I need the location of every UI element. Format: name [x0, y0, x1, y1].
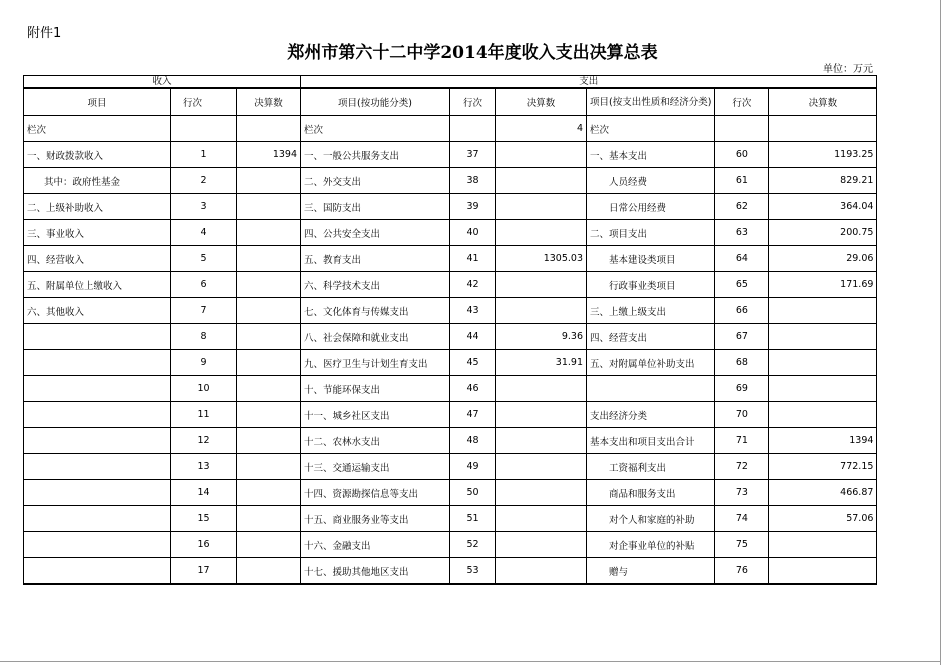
section-header-row — [24, 76, 877, 89]
econ-item-cell: 人员经费 — [587, 168, 715, 194]
income-item-cell — [24, 428, 171, 454]
income-item-cell — [24, 402, 171, 428]
unit-label: 单位：万元 — [823, 64, 873, 75]
income-item-cell — [24, 532, 171, 558]
econ-item-cell: 商品和服务支出 — [587, 480, 715, 506]
col-header-item-econ: 项目(按支出性质和经济分类) — [587, 88, 715, 116]
econ-item-cell: 栏次 — [587, 116, 715, 142]
col-header-row-no-3: 行次 — [715, 88, 769, 116]
econ-row-no-cell: 66 — [715, 298, 769, 324]
econ-amount-cell — [769, 350, 877, 376]
econ-amount-cell: 1193.25 — [769, 142, 877, 168]
income-amount-cell — [237, 246, 301, 272]
income-amount-cell — [237, 194, 301, 220]
income-amount-cell — [237, 116, 301, 142]
func-row-no-cell: 53 — [450, 558, 496, 585]
func-item-cell: 十一、城乡社区支出 — [301, 402, 450, 428]
econ-row-no-cell: 76 — [715, 558, 769, 585]
func-item-cell: 四、公共安全支出 — [301, 220, 450, 246]
func-amount-cell — [496, 402, 587, 428]
income-amount-cell — [237, 428, 301, 454]
func-amount-cell — [496, 454, 587, 480]
income-amount-cell — [237, 506, 301, 532]
econ-row-no-cell — [715, 116, 769, 142]
column-header-row — [24, 88, 877, 116]
func-row-no-cell — [450, 116, 496, 142]
income-item-cell: 三、事业收入 — [24, 220, 171, 246]
col-header-item-func: 项目(按功能分类) — [301, 88, 450, 116]
econ-item-cell: 五、对附属单位补助支出 — [587, 350, 715, 376]
income-item-cell — [24, 558, 171, 585]
income-row-no-cell: 7 — [171, 298, 237, 324]
income-item-cell: 栏次 — [24, 116, 171, 142]
func-row-no-cell: 41 — [450, 246, 496, 272]
income-item-cell: 其中：政府性基金 — [24, 168, 171, 194]
table-row — [24, 558, 877, 585]
func-amount-cell — [496, 220, 587, 246]
func-row-no-cell: 40 — [450, 220, 496, 246]
window-right-edge — [940, 0, 941, 665]
func-row-no-cell: 38 — [450, 168, 496, 194]
income-section-label: 收入 — [24, 76, 301, 89]
income-row-no-cell: 1 — [171, 142, 237, 168]
income-amount-cell — [237, 532, 301, 558]
income-item-cell — [24, 324, 171, 350]
econ-item-cell: 一、基本支出 — [587, 142, 715, 168]
income-row-no-cell: 2 — [171, 168, 237, 194]
econ-item-cell: 基本支出和项目支出合计 — [587, 428, 715, 454]
table-row — [24, 428, 877, 454]
econ-row-no-cell: 60 — [715, 142, 769, 168]
income-item-cell — [24, 454, 171, 480]
econ-row-no-cell: 70 — [715, 402, 769, 428]
func-row-no-cell: 45 — [450, 350, 496, 376]
income-row-no-cell: 4 — [171, 220, 237, 246]
income-amount-cell — [237, 350, 301, 376]
econ-item-cell: 日常公用经费 — [587, 194, 715, 220]
table-row — [24, 350, 877, 376]
func-item-cell: 十三、交通运输支出 — [301, 454, 450, 480]
table-row — [24, 272, 877, 298]
income-row-no-cell: 13 — [171, 454, 237, 480]
window-bottom-edge — [0, 661, 941, 662]
econ-item-cell: 工资福利支出 — [587, 454, 715, 480]
income-item-cell: 六、其他收入 — [24, 298, 171, 324]
func-item-cell: 十五、商业服务业等支出 — [301, 506, 450, 532]
func-amount-cell — [496, 480, 587, 506]
econ-amount-cell — [769, 376, 877, 402]
table-row — [24, 402, 877, 428]
income-amount-cell — [237, 402, 301, 428]
table-row — [24, 532, 877, 558]
econ-item-cell: 基本建设类项目 — [587, 246, 715, 272]
econ-amount-cell: 829.21 — [769, 168, 877, 194]
col-header-row-no-2: 行次 — [450, 88, 496, 116]
func-amount-cell — [496, 558, 587, 585]
income-item-cell: 五、附属单位上缴收入 — [24, 272, 171, 298]
func-amount-cell: 9.36 — [496, 324, 587, 350]
table-row — [24, 194, 877, 220]
func-item-cell: 六、科学技术支出 — [301, 272, 450, 298]
income-row-no-cell: 15 — [171, 506, 237, 532]
income-row-no-cell: 5 — [171, 246, 237, 272]
income-amount-cell — [237, 558, 301, 585]
func-amount-cell — [496, 194, 587, 220]
income-amount-cell — [237, 298, 301, 324]
table-row — [24, 480, 877, 506]
econ-item-cell: 对个人和家庭的补助 — [587, 506, 715, 532]
income-row-no-cell: 17 — [171, 558, 237, 585]
col-header-row-no: 行次 — [171, 88, 237, 116]
func-amount-cell: 4 — [496, 116, 587, 142]
income-amount-cell — [237, 168, 301, 194]
expense-section-label: 支出 — [301, 76, 877, 89]
income-row-no-cell: 6 — [171, 272, 237, 298]
col-header-amount-2: 决算数 — [496, 88, 587, 116]
func-item-cell: 十七、援助其他地区支出 — [301, 558, 450, 585]
econ-amount-cell — [769, 324, 877, 350]
func-item-cell: 十、节能环保支出 — [301, 376, 450, 402]
func-amount-cell — [496, 272, 587, 298]
func-item-cell: 栏次 — [301, 116, 450, 142]
income-amount-cell — [237, 454, 301, 480]
econ-amount-cell — [769, 558, 877, 585]
econ-amount-cell: 29.06 — [769, 246, 877, 272]
econ-amount-cell: 364.04 — [769, 194, 877, 220]
func-amount-cell — [496, 506, 587, 532]
func-row-no-cell: 37 — [450, 142, 496, 168]
table-row — [24, 506, 877, 532]
econ-amount-cell — [769, 298, 877, 324]
econ-row-no-cell: 72 — [715, 454, 769, 480]
func-row-no-cell: 50 — [450, 480, 496, 506]
func-row-no-cell: 42 — [450, 272, 496, 298]
income-row-no-cell: 9 — [171, 350, 237, 376]
table-row — [24, 220, 877, 246]
income-row-no-cell: 10 — [171, 376, 237, 402]
func-amount-cell — [496, 298, 587, 324]
table-row — [24, 116, 877, 142]
income-item-cell: 一、财政拨款收入 — [24, 142, 171, 168]
func-row-no-cell: 47 — [450, 402, 496, 428]
income-item-cell — [24, 376, 171, 402]
econ-amount-cell — [769, 116, 877, 142]
income-row-no-cell: 16 — [171, 532, 237, 558]
income-amount-cell: 1394 — [237, 142, 301, 168]
func-item-cell: 五、教育支出 — [301, 246, 450, 272]
econ-amount-cell — [769, 532, 877, 558]
econ-row-no-cell: 67 — [715, 324, 769, 350]
econ-row-no-cell: 61 — [715, 168, 769, 194]
func-item-cell: 七、文化体育与传媒支出 — [301, 298, 450, 324]
income-item-cell — [24, 480, 171, 506]
document-title: 郑州市第六十二中学2014年度收入支出决算总表 — [287, 43, 658, 63]
econ-row-no-cell: 71 — [715, 428, 769, 454]
econ-amount-cell: 171.69 — [769, 272, 877, 298]
econ-item-cell: 对企事业单位的补贴 — [587, 532, 715, 558]
econ-row-no-cell: 69 — [715, 376, 769, 402]
attachment-label: 附件1 — [27, 26, 62, 41]
func-amount-cell — [496, 428, 587, 454]
econ-amount-cell: 466.87 — [769, 480, 877, 506]
econ-row-no-cell: 63 — [715, 220, 769, 246]
table-row — [24, 142, 877, 168]
income-row-no-cell — [171, 116, 237, 142]
func-row-no-cell: 43 — [450, 298, 496, 324]
income-row-no-cell: 8 — [171, 324, 237, 350]
income-amount-cell — [237, 272, 301, 298]
econ-row-no-cell: 62 — [715, 194, 769, 220]
econ-row-no-cell: 74 — [715, 506, 769, 532]
econ-amount-cell: 772.15 — [769, 454, 877, 480]
func-amount-cell — [496, 532, 587, 558]
econ-item-cell: 赠与 — [587, 558, 715, 585]
func-row-no-cell: 49 — [450, 454, 496, 480]
econ-amount-cell — [769, 402, 877, 428]
income-item-cell — [24, 506, 171, 532]
budget-summary-table — [23, 75, 877, 585]
income-item-cell: 二、上级补助收入 — [24, 194, 171, 220]
func-amount-cell: 31.91 — [496, 350, 587, 376]
income-item-cell — [24, 350, 171, 376]
col-header-amount-3: 决算数 — [769, 88, 877, 116]
func-item-cell: 三、国防支出 — [301, 194, 450, 220]
func-row-no-cell: 46 — [450, 376, 496, 402]
income-amount-cell — [237, 480, 301, 506]
econ-row-no-cell: 65 — [715, 272, 769, 298]
func-amount-cell: 1305.03 — [496, 246, 587, 272]
func-item-cell: 十六、金融支出 — [301, 532, 450, 558]
econ-row-no-cell: 64 — [715, 246, 769, 272]
econ-item-cell: 二、项目支出 — [587, 220, 715, 246]
func-item-cell: 一、一般公共服务支出 — [301, 142, 450, 168]
col-header-amount: 决算数 — [237, 88, 301, 116]
table-row — [24, 454, 877, 480]
table-row — [24, 324, 877, 350]
income-row-no-cell: 14 — [171, 480, 237, 506]
income-item-cell: 四、经营收入 — [24, 246, 171, 272]
income-row-no-cell: 12 — [171, 428, 237, 454]
econ-item-cell: 支出经济分类 — [587, 402, 715, 428]
func-row-no-cell: 39 — [450, 194, 496, 220]
func-row-no-cell: 51 — [450, 506, 496, 532]
func-amount-cell — [496, 376, 587, 402]
func-row-no-cell: 44 — [450, 324, 496, 350]
econ-amount-cell: 200.75 — [769, 220, 877, 246]
func-item-cell: 九、医疗卫生与计划生育支出 — [301, 350, 450, 376]
econ-row-no-cell: 75 — [715, 532, 769, 558]
econ-item-cell: 行政事业类项目 — [587, 272, 715, 298]
col-header-item: 项目 — [24, 88, 171, 116]
func-row-no-cell: 52 — [450, 532, 496, 558]
table-row — [24, 298, 877, 324]
income-row-no-cell: 3 — [171, 194, 237, 220]
econ-row-no-cell: 73 — [715, 480, 769, 506]
func-item-cell: 十四、资源勘探信息等支出 — [301, 480, 450, 506]
econ-amount-cell: 57.06 — [769, 506, 877, 532]
income-amount-cell — [237, 220, 301, 246]
income-amount-cell — [237, 324, 301, 350]
func-item-cell: 二、外交支出 — [301, 168, 450, 194]
table-row — [24, 168, 877, 194]
func-amount-cell — [496, 168, 587, 194]
econ-amount-cell: 1394 — [769, 428, 877, 454]
econ-item-cell — [587, 376, 715, 402]
func-row-no-cell: 48 — [450, 428, 496, 454]
econ-item-cell: 四、经营支出 — [587, 324, 715, 350]
table-row — [24, 246, 877, 272]
table-row — [24, 376, 877, 402]
econ-item-cell: 三、上缴上级支出 — [587, 298, 715, 324]
func-item-cell: 八、社会保障和就业支出 — [301, 324, 450, 350]
func-amount-cell — [496, 142, 587, 168]
income-amount-cell — [237, 376, 301, 402]
econ-row-no-cell: 68 — [715, 350, 769, 376]
func-item-cell: 十二、农林水支出 — [301, 428, 450, 454]
income-row-no-cell: 11 — [171, 402, 237, 428]
